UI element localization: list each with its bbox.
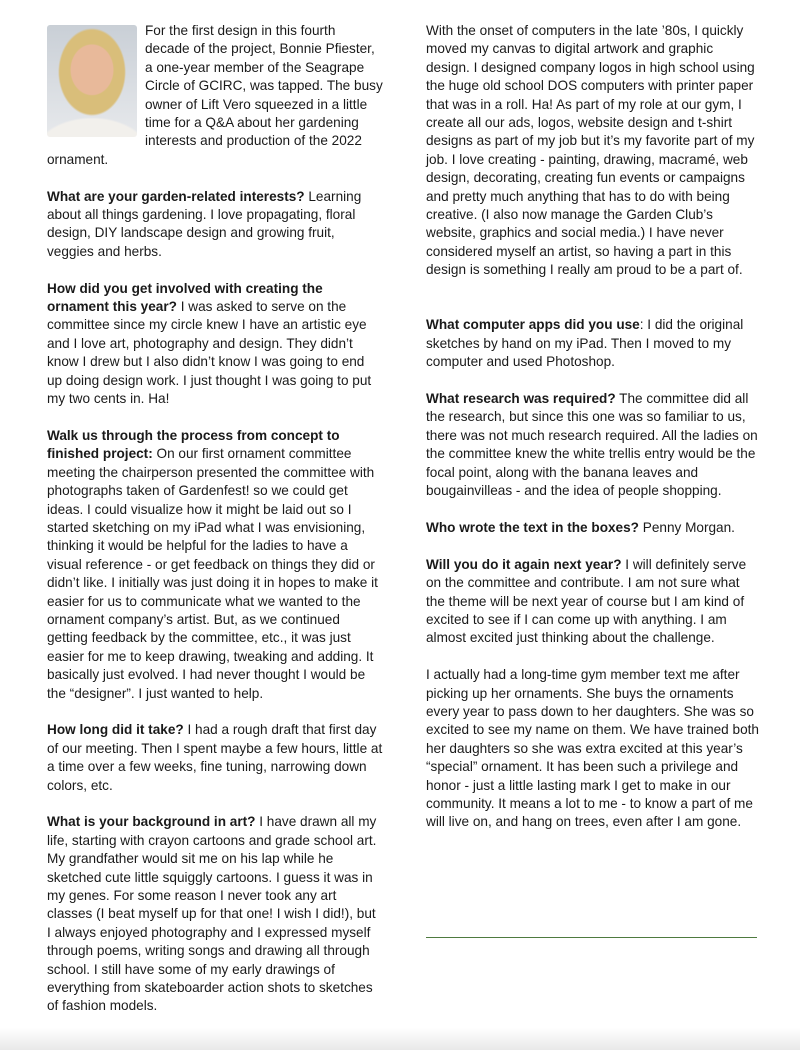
answer: I will definitely serve on the committee and contribute. I am not sure what the theme will be next year of course but I am kind of excited to see if I can come up with anything. I am almost excited just thinking about the challenge. <box>426 556 747 646</box>
question: How did you get involved with creating the ornament this year? <box>47 280 323 315</box>
art-background-continued: With the onset of computers in the late ’80s, I quickly moved my canvas to digital artwork and graphic design. I designed company logos in high school using the huge old school DOS computers with printer paper that was in a roll. Ha! As part of my role at our gym, I create all our ads, logos, website design and t-shirt designs as part of my job but it’s my favorite part of my job. I love creating - painting, drawing, macramé, web design, decorating, creating fun events or campaigns and pretty much anything that has to do with being creative. (I also now manage the Garden Club’s website, graphics and social media.) I have never considered myself an artist, so having a part in this design is something I really am proud to be a part of. <box>426 23 755 278</box>
closing-paragraph: I actually had a long-time gym member text me after picking up her ornaments. She buys the ornaments every year to pass down to her daughters. She was so excited to see my name on them. We have trained both her daughters so she was extra excited at this year’s “special” ornament. It has been such a privilege and honor - just a little lasting mark I get to make in our community. It means a lot to me - to know a part of me will live on, and hang on trees, even after I am gone. <box>426 667 759 830</box>
qa-process <box>47 427 383 703</box>
answer: Penny Morgan. <box>638 519 735 535</box>
qa-garden-interests <box>47 188 383 262</box>
question: What research was required? <box>426 391 616 407</box>
question: Who wrote the text in the boxes? <box>426 519 639 535</box>
page-bottom-shadow <box>0 1028 800 1050</box>
right-column <box>426 22 759 850</box>
qa-computer-apps <box>426 316 759 371</box>
answer: I had a rough draft that first day of our meeting. Then I spent maybe a few hours, little at a time over a few weeks, fine tuning, narrowing down colors, etc. <box>47 722 383 793</box>
question: How long did it take? <box>47 722 184 738</box>
question: What are your garden-related interests? <box>47 188 305 204</box>
qa-involvement <box>47 280 383 409</box>
qa-research <box>426 390 759 500</box>
left-column <box>47 22 383 1034</box>
intro-paragraph: For the first design in this fourth decade of the project, Bonnie Pfiester, a one-year member of the Seagrape Circle of GCIRC, was tapped. The busy owner of Lift Vero squeezed in a little time for a Q&A about her gardening interests and production of the 2022 ornament. <box>47 23 383 167</box>
answer: I have drawn all my life, starting with crayon cartoons and grade school art. My grandfather would sit me on his lap while he sketched cute little squiggly cartoons. I guess it was in my genes. For some reason I never took any art classes (I beat myself up for that one! I wish I did!), but I always enjoyed photography and I expressed myself through poems, writing songs and drawing all through school. I still have some of my early drawings of everything from skateboarder action shots to sketches of fashion models. <box>47 814 377 1014</box>
answer: Learning about all things gardening. I love propagating, floral design, DIY landscape design and growing fruit, veggies and herbs. <box>47 188 362 259</box>
qa-text-author <box>426 519 759 537</box>
answer: : I did the original sketches by hand on my iPad. Then I moved to my computer and used Photoshop. <box>426 317 744 370</box>
answer: I was asked to serve on the committee since my circle knew I have an artistic eye and I love art, photography and design. They didn’t know I drew but I also didn’t know I was going to end up doing design work. I just thought I was going to put my two cents in. Ha! <box>47 299 372 407</box>
question: Walk us through the process from concept to finished project: <box>47 427 340 462</box>
question: What is your background in art? <box>47 814 256 830</box>
answer: On our first ornament committee meeting the chairperson presented the committee with photographs taken of Gardenfest! so we could get ideas. I could visualize how it might be laid out so I started sketching on my iPad what I was envisioning, thinking it would be helpful for the ladies to have a visual reference - or get feedback on things they did or didn’t like. I initially was just doing it in hopes to make it easier for us to communicate what we wanted to the ornament company’s artist. But, as we continued getting feedback by the committee, etc., it was just easier for me to keep drawing, tweaking and adding. It basically just evolved. I had never thought I would be the “designer”. I just wanted to help. <box>47 446 378 701</box>
answer: The committee did all the research, but since this one was so familiar to us, there was not much research required. All the ladies on the committee knew the white trellis entry would be the focal point, along with the banana leaves and bougainvilleas - and the idea of people shopping. <box>426 391 758 499</box>
question: What computer apps did you use <box>426 317 640 333</box>
qa-art-background <box>47 813 383 1015</box>
qa-how-long <box>47 721 383 795</box>
qa-next-year <box>426 556 759 648</box>
question: Will you do it again next year? <box>426 556 622 572</box>
bonnie-pfiester-portrait-photo <box>47 25 137 137</box>
green-divider-rule <box>426 937 757 938</box>
spacer <box>426 298 759 316</box>
